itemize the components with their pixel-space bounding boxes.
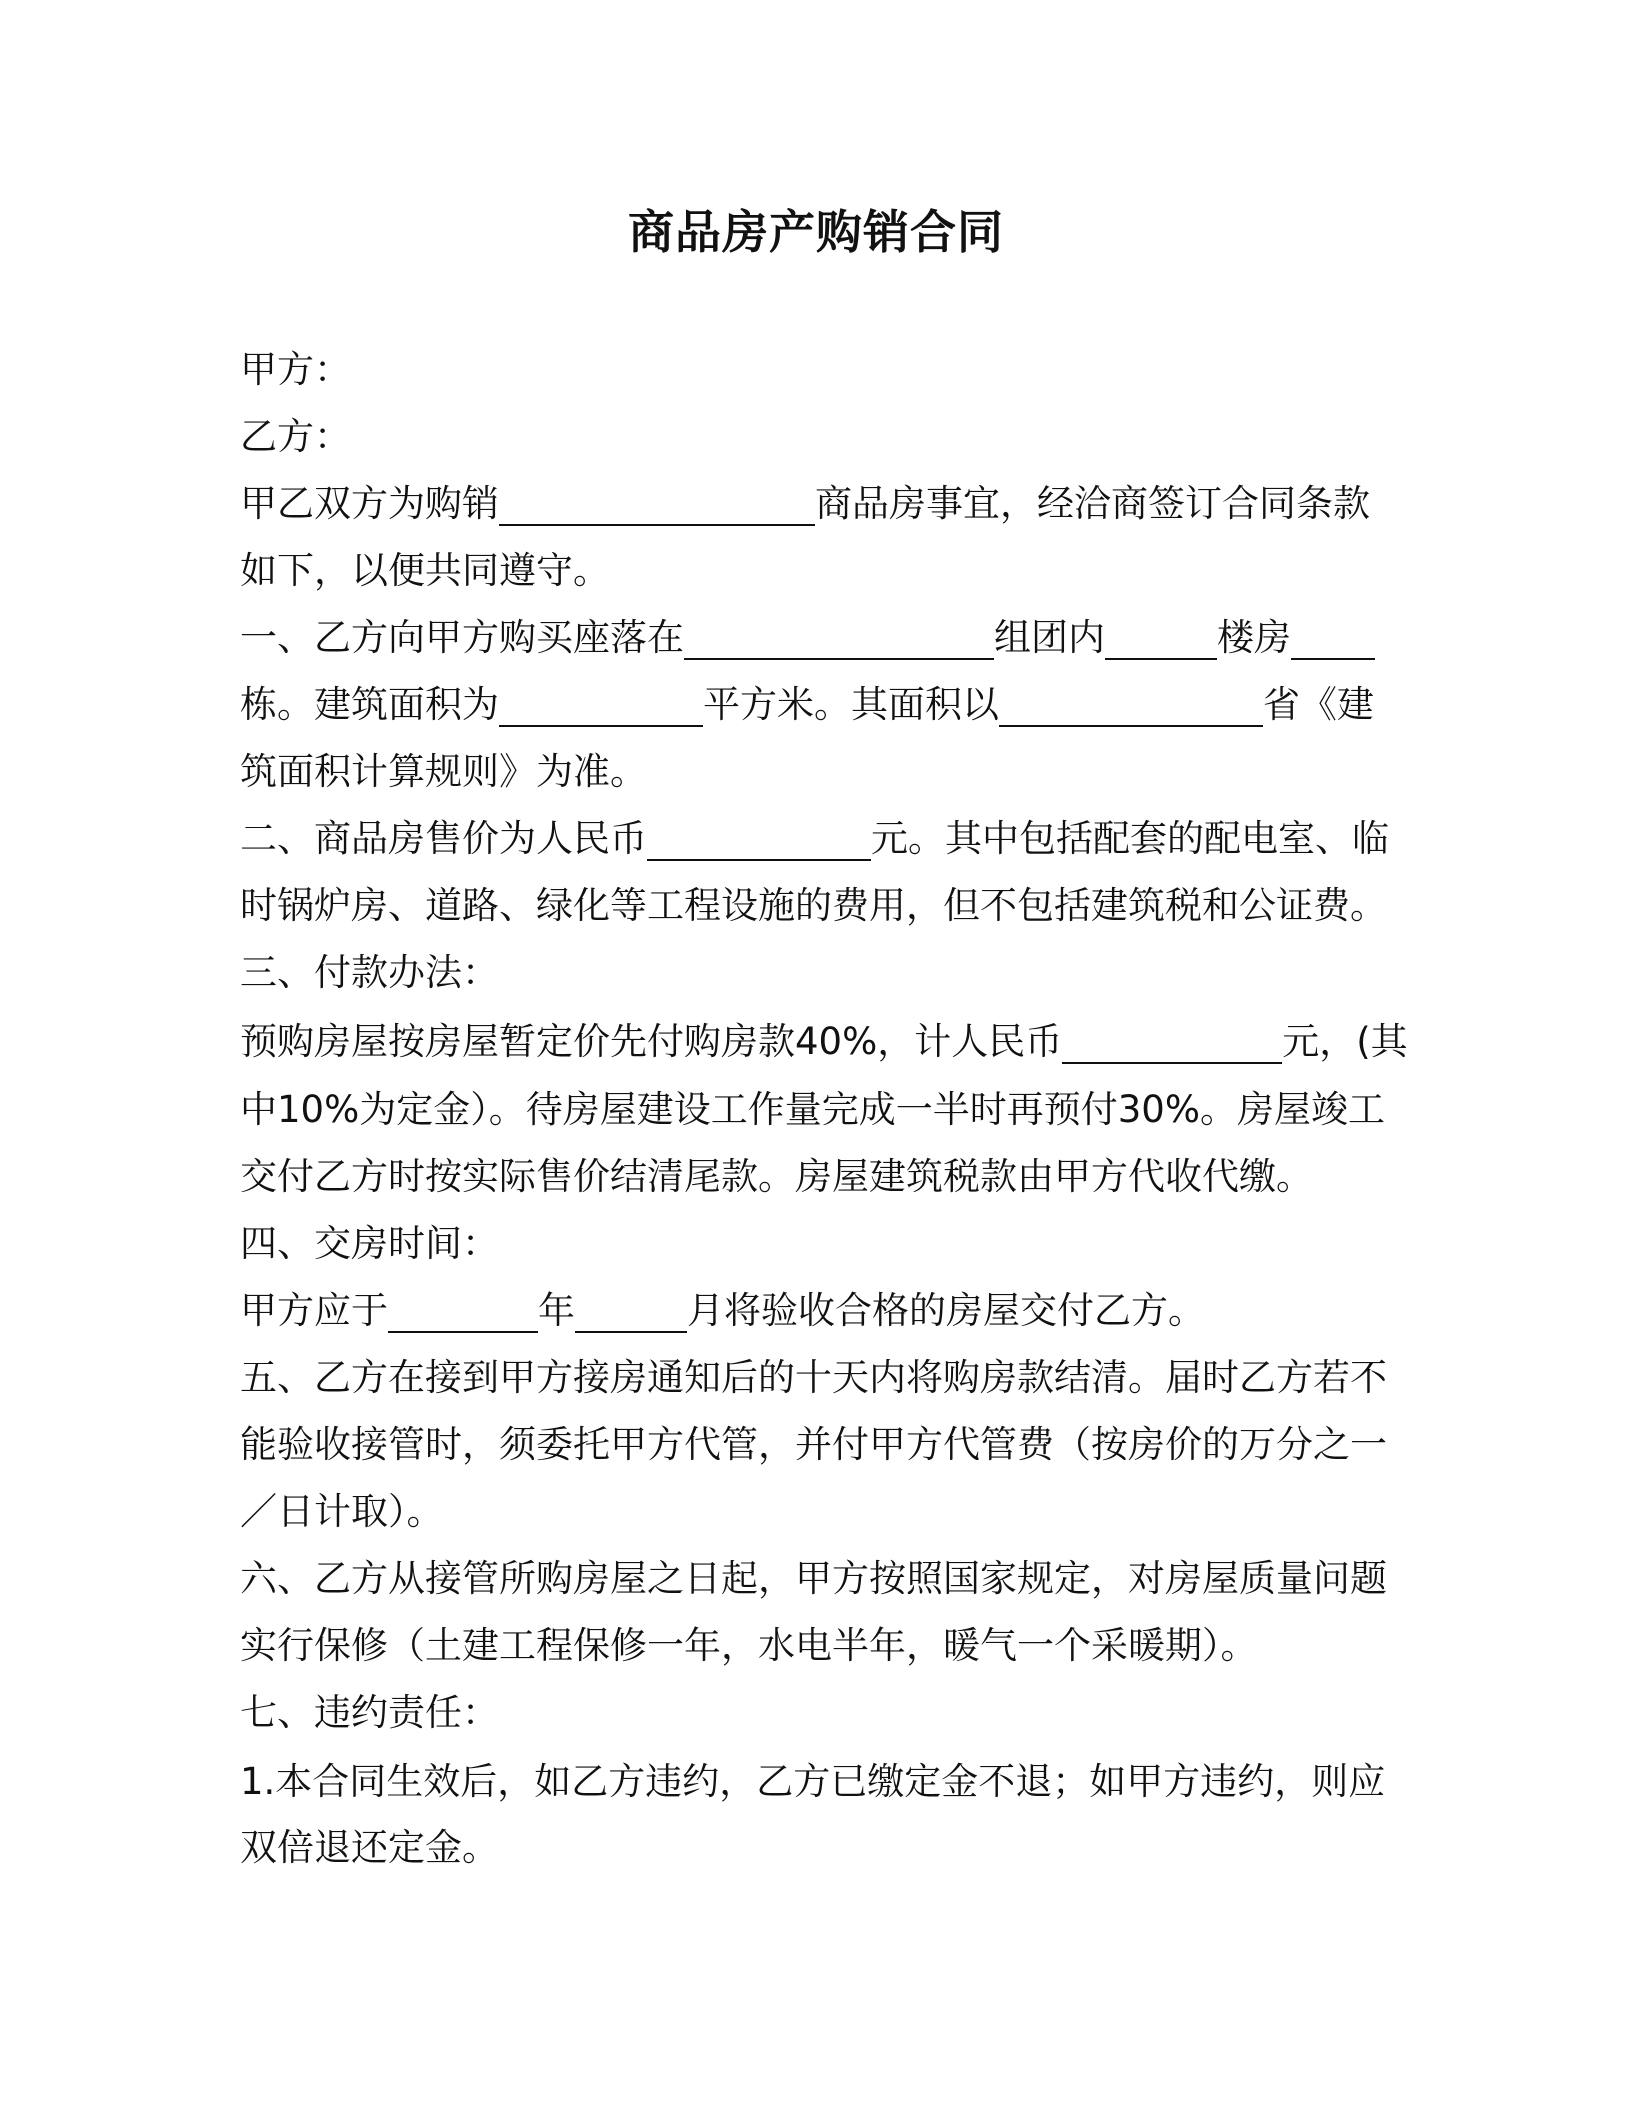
clause-1-line-1 [240, 608, 1390, 668]
text-segment: 平方米。其面积以 [703, 683, 999, 726]
text-segment: 七、违约责任： [240, 1691, 499, 1734]
text-segment: 年 [538, 1289, 575, 1332]
text-segment: 二、商品房售价为人民币 [240, 817, 647, 860]
text-segment: 能验收接管时，须委托甲方代管，并付甲方代管费（按房价的万分之一 [240, 1423, 1387, 1466]
clause-2-line-1 [240, 809, 1390, 869]
party-a-line [240, 340, 1390, 400]
blank-price[interactable] [647, 825, 871, 861]
text-segment: 省《建 [1263, 683, 1374, 726]
text-segment: 如下，以便共同遵守。 [240, 549, 610, 592]
text-segment: 1.本合同生效后，如乙方违约，乙方已缴定金不退；如甲方违约，则应 [240, 1760, 1386, 1803]
blank-down-payment[interactable] [1062, 1028, 1282, 1064]
blank-area[interactable] [499, 691, 703, 727]
clause-5-line-2 [240, 1415, 1390, 1475]
document-title: 商品房产购销合同 [628, 205, 1004, 259]
text-segment: 月将验收合格的房屋交付乙方。 [687, 1289, 1205, 1332]
clause-1-line-3 [240, 742, 1390, 802]
blank-month[interactable] [575, 1297, 687, 1333]
text-segment: 中10%为定金）。待房屋建设工作量完成一半时再预付30%。房屋竣工 [240, 1088, 1385, 1131]
party-a-label: 甲方： [240, 348, 351, 391]
text-segment: 四、交房时间： [240, 1222, 499, 1265]
text-segment: 楼房 [1217, 616, 1291, 659]
clause-3-line-2 [240, 1080, 1390, 1140]
text-segment: 时锅炉房、道路、绿化等工程设施的费用，但不包括建筑税和公证费。 [240, 884, 1387, 927]
clause-5-line-1 [240, 1348, 1390, 1408]
clause-6-line-1 [240, 1549, 1390, 1609]
text-segment: 预购房屋按房屋暂定价先付购房款40%，计人民币 [240, 1020, 1063, 1063]
text-segment: 六、乙方从接管所购房屋之日起，甲方按照国家规定，对房屋质量问题 [240, 1557, 1387, 1600]
clause-7-line-2 [240, 1818, 1390, 1878]
text-segment: 甲方应于 [240, 1289, 388, 1332]
blank-group[interactable] [1105, 624, 1217, 660]
intro-line-1 [240, 474, 1390, 534]
blank-building[interactable] [1291, 624, 1375, 660]
blank-property-name[interactable] [499, 490, 815, 526]
text-segment: ／日计取）。 [240, 1490, 444, 1533]
clause-3-line-3 [240, 1147, 1390, 1207]
text-segment: 筑面积计算规则》为准。 [240, 750, 647, 793]
text-segment: 元。其中包括配套的配电室、临 [871, 817, 1389, 860]
text-segment: 栋。建筑面积为 [240, 683, 499, 726]
clause-3-heading [240, 943, 1390, 1003]
clause-4-line-1 [240, 1281, 1390, 1341]
blank-province[interactable] [999, 691, 1263, 727]
clause-6-line-2 [240, 1616, 1390, 1676]
blank-location[interactable] [684, 624, 994, 660]
text-segment: 交付乙方时按实际售价结清尾款。房屋建筑税款由甲方代收代缴。 [240, 1155, 1313, 1198]
text-segment: 一、乙方向甲方购买座落在 [240, 616, 684, 659]
clause-7-line-1 [240, 1752, 1390, 1812]
clause-7-heading [240, 1683, 1390, 1743]
text-segment: 实行保修（土建工程保修一年，水电半年，暖气一个采暖期）。 [240, 1624, 1258, 1667]
clause-4-heading [240, 1214, 1390, 1274]
party-b-label: 乙方： [240, 415, 351, 458]
blank-year[interactable] [388, 1297, 538, 1333]
party-b-line [240, 407, 1390, 467]
text-segment: 组团内 [994, 616, 1105, 659]
clause-1-line-2 [240, 675, 1390, 735]
text-segment: 三、付款办法： [240, 951, 499, 994]
text-segment: 双倍退还定金。 [240, 1826, 499, 1869]
intro-line-2 [240, 541, 1390, 601]
text-segment: 五、乙方在接到甲方接房通知后的十天内将购房款结清。届时乙方若不 [240, 1356, 1387, 1399]
clause-5-line-3 [240, 1482, 1390, 1542]
text-segment: 甲乙双方为购销 [240, 482, 499, 525]
text-segment: 商品房事宜，经洽商签订合同条款 [815, 482, 1370, 525]
clause-2-line-2 [240, 876, 1390, 936]
text-segment: 元，(其 [1282, 1020, 1408, 1063]
clause-3-line-1 [240, 1012, 1408, 1072]
